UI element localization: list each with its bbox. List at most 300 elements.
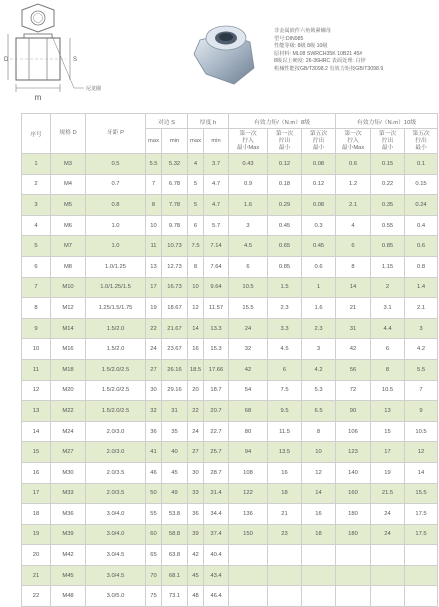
table-cell: 28.7 bbox=[204, 462, 229, 483]
table-row bbox=[22, 154, 438, 175]
table-cell: M7 bbox=[51, 236, 86, 257]
table-cell: 63.8 bbox=[162, 545, 188, 566]
table-cell: 6 bbox=[336, 236, 371, 257]
table-cell: 10.5 bbox=[405, 421, 438, 442]
table-cell: 24 bbox=[371, 524, 405, 545]
table-cell: M14 bbox=[51, 318, 86, 339]
table-cell: 70 bbox=[146, 565, 162, 586]
table-cell: 40 bbox=[162, 442, 188, 463]
table-cell: 3 bbox=[22, 195, 51, 216]
table-row bbox=[22, 586, 438, 607]
table-cell: 123 bbox=[336, 442, 371, 463]
table-cell: 1.0 bbox=[86, 215, 146, 236]
table-cell bbox=[229, 545, 268, 566]
table-cell: 4.2 bbox=[302, 359, 336, 380]
table-cell: 0.45 bbox=[302, 236, 336, 257]
table-cell: 4.2 bbox=[405, 339, 438, 360]
table-cell bbox=[405, 565, 438, 586]
table-cell: 6.5 bbox=[302, 401, 336, 422]
table-cell: 3 bbox=[229, 215, 268, 236]
table-cell: 4 bbox=[22, 215, 51, 236]
table-cell bbox=[371, 565, 405, 586]
table-cell: M22 bbox=[51, 401, 86, 422]
table-row bbox=[22, 339, 438, 360]
table-cell: 48 bbox=[188, 586, 204, 607]
table-cell: 3 bbox=[405, 318, 438, 339]
table-cell: 22 bbox=[188, 401, 204, 422]
header-pitch: 牙距 P bbox=[86, 114, 146, 154]
table-row bbox=[22, 380, 438, 401]
table-cell: 1.5 bbox=[268, 277, 302, 298]
table-cell: 14 bbox=[22, 421, 51, 442]
table-cell: 3.0/4.5 bbox=[86, 545, 146, 566]
table-cell: 106 bbox=[336, 421, 371, 442]
table-cell: 13.3 bbox=[204, 318, 229, 339]
table-cell: 6.78 bbox=[162, 174, 188, 195]
table-cell: 75 bbox=[146, 586, 162, 607]
table-cell: 18.7 bbox=[204, 380, 229, 401]
table-row bbox=[22, 318, 438, 339]
table-cell: 36 bbox=[146, 421, 162, 442]
header-10-first-off: 第一次 拧出 最小 bbox=[371, 129, 405, 154]
table-cell: 14 bbox=[302, 483, 336, 504]
table-cell: 4 bbox=[188, 154, 204, 175]
table-cell: 1.6 bbox=[302, 298, 336, 319]
table-cell: 7.5 bbox=[268, 380, 302, 401]
table-row bbox=[22, 504, 438, 525]
header-8-fifth-off: 第五次 拧出 最小 bbox=[302, 129, 336, 154]
table-cell: 4 bbox=[336, 215, 371, 236]
table-cell: 0.85 bbox=[268, 256, 302, 277]
table-cell: 0.45 bbox=[268, 215, 302, 236]
table-row bbox=[22, 215, 438, 236]
table-cell: 0.15 bbox=[371, 154, 405, 175]
table-cell: 0.24 bbox=[405, 195, 438, 216]
table-cell: 1.15 bbox=[371, 256, 405, 277]
table-cell: 11.57 bbox=[204, 298, 229, 319]
table-cell: 2 bbox=[22, 174, 51, 195]
table-cell: 43.4 bbox=[204, 565, 229, 586]
table-cell: 0.5 bbox=[86, 154, 146, 175]
table-cell: 17 bbox=[22, 483, 51, 504]
dim-d-label: D bbox=[4, 57, 9, 63]
table-cell: 18.67 bbox=[162, 298, 188, 319]
table-cell: 34.4 bbox=[204, 504, 229, 525]
table-cell: 14 bbox=[188, 318, 204, 339]
table-cell: 8 bbox=[336, 256, 371, 277]
table-cell bbox=[336, 565, 371, 586]
table-cell: 13 bbox=[22, 401, 51, 422]
table-cell: 5.7 bbox=[204, 215, 229, 236]
table-cell: 1.5/2.0 bbox=[86, 318, 146, 339]
table-cell: 24 bbox=[146, 339, 162, 360]
table-cell: 42 bbox=[229, 359, 268, 380]
table-cell: 8 bbox=[22, 298, 51, 319]
table-cell: 2.0/3.5 bbox=[86, 483, 146, 504]
table-cell: 5.5 bbox=[405, 359, 438, 380]
table-cell: 12 bbox=[188, 298, 204, 319]
table-cell: 13 bbox=[371, 401, 405, 422]
table-cell: 0.08 bbox=[302, 195, 336, 216]
table-cell: 22.7 bbox=[204, 421, 229, 442]
spec-line: 机械性能按GB/T3098.2 有效力矩按GB/T3098.9 bbox=[274, 65, 384, 72]
table-cell: 19 bbox=[22, 524, 51, 545]
table-cell: 17.5 bbox=[405, 504, 438, 525]
table-cell: 0.12 bbox=[268, 154, 302, 175]
table-cell: 7.64 bbox=[204, 256, 229, 277]
table-cell: 2.1 bbox=[405, 298, 438, 319]
table-cell: 180 bbox=[336, 524, 371, 545]
table-cell: 12 bbox=[405, 442, 438, 463]
table-cell bbox=[371, 586, 405, 607]
table-cell: 1.2 bbox=[336, 174, 371, 195]
header-no: 序号 bbox=[22, 114, 51, 154]
table-cell: 5 bbox=[22, 236, 51, 257]
table-cell: M10 bbox=[51, 277, 86, 298]
table-row bbox=[22, 442, 438, 463]
table-row bbox=[22, 545, 438, 566]
table-cell: 2.3 bbox=[302, 318, 336, 339]
table-cell: M33 bbox=[51, 483, 86, 504]
table-cell: 1 bbox=[22, 154, 51, 175]
table-cell: 18 bbox=[302, 524, 336, 545]
table-cell: 0.8 bbox=[405, 256, 438, 277]
table-row bbox=[22, 174, 438, 195]
table-cell: 4.7 bbox=[204, 174, 229, 195]
table-cell bbox=[405, 545, 438, 566]
table-cell: 3.1 bbox=[371, 298, 405, 319]
table-cell: 16 bbox=[302, 504, 336, 525]
spec-line: 原材料: ML08 SWRCH35K 10B21 45# bbox=[274, 50, 363, 57]
table-row bbox=[22, 421, 438, 442]
table-cell: M3 bbox=[51, 154, 86, 175]
table-cell: 140 bbox=[336, 462, 371, 483]
table-cell: 6 bbox=[371, 339, 405, 360]
table-cell: 7.78 bbox=[162, 195, 188, 216]
product-spec-block bbox=[274, 28, 436, 74]
table-cell: 150 bbox=[229, 524, 268, 545]
table-cell: 36 bbox=[188, 504, 204, 525]
table-cell: 5 bbox=[188, 195, 204, 216]
table-cell: 13 bbox=[146, 256, 162, 277]
table-cell: 0.55 bbox=[371, 215, 405, 236]
table-cell: M36 bbox=[51, 504, 86, 525]
table-cell: 1.5/2.0/2.5 bbox=[86, 359, 146, 380]
table-cell: 29.16 bbox=[162, 380, 188, 401]
table-cell: 19 bbox=[371, 462, 405, 483]
table-cell bbox=[268, 565, 302, 586]
table-cell: 6 bbox=[268, 359, 302, 380]
table-cell: 14 bbox=[336, 277, 371, 298]
table-cell: 1.0/1.25 bbox=[86, 256, 146, 277]
table-cell: 18 bbox=[22, 504, 51, 525]
table-cell: M18 bbox=[51, 359, 86, 380]
table-cell: M30 bbox=[51, 462, 86, 483]
table-cell: 24 bbox=[229, 318, 268, 339]
table-cell bbox=[229, 586, 268, 607]
table-cell: 27 bbox=[146, 359, 162, 380]
table-cell: 31.4 bbox=[204, 483, 229, 504]
table-cell: 45 bbox=[162, 462, 188, 483]
table-cell bbox=[268, 545, 302, 566]
table-cell: 80 bbox=[229, 421, 268, 442]
table-cell: 46 bbox=[146, 462, 162, 483]
table-cell: 32 bbox=[146, 401, 162, 422]
table-cell: 32 bbox=[229, 339, 268, 360]
table-cell: M16 bbox=[51, 339, 86, 360]
table-cell: 22 bbox=[22, 586, 51, 607]
dim-s-label: S bbox=[73, 57, 78, 63]
table-cell: 1.6 bbox=[229, 195, 268, 216]
table-cell bbox=[336, 586, 371, 607]
table-cell: M39 bbox=[51, 524, 86, 545]
table-cell: 0.7 bbox=[86, 174, 146, 195]
table-row bbox=[22, 524, 438, 545]
table-cell: 108 bbox=[229, 462, 268, 483]
table-cell: 3.0/5.0 bbox=[86, 586, 146, 607]
header-s-max: max bbox=[146, 129, 162, 154]
table-cell: 9.5 bbox=[268, 401, 302, 422]
table-cell: 11 bbox=[22, 359, 51, 380]
table-cell: 0.6 bbox=[302, 256, 336, 277]
table-cell: 18 bbox=[268, 483, 302, 504]
table-cell: M45 bbox=[51, 565, 86, 586]
table-cell: 8 bbox=[371, 359, 405, 380]
table-cell: 0.65 bbox=[268, 236, 302, 257]
table-cell: 41 bbox=[146, 442, 162, 463]
table-cell: 15.3 bbox=[204, 339, 229, 360]
table-cell bbox=[302, 545, 336, 566]
table-row bbox=[22, 195, 438, 216]
table-cell: 73.1 bbox=[162, 586, 188, 607]
table-cell: 0.22 bbox=[371, 174, 405, 195]
table-row bbox=[22, 298, 438, 319]
table-cell: M24 bbox=[51, 421, 86, 442]
table-cell: 15 bbox=[22, 442, 51, 463]
table-cell: 50 bbox=[146, 483, 162, 504]
table-cell bbox=[405, 586, 438, 607]
table-cell: 0.43 bbox=[229, 154, 268, 175]
header-h-max: max bbox=[188, 129, 204, 154]
table-cell: 0.29 bbox=[268, 195, 302, 216]
table-cell: 30 bbox=[188, 462, 204, 483]
table-cell: 53.8 bbox=[162, 504, 188, 525]
table-cell: 25.7 bbox=[204, 442, 229, 463]
table-row bbox=[22, 236, 438, 257]
table-cell: 3.0/4.0 bbox=[86, 524, 146, 545]
table-cell: 10 bbox=[22, 339, 51, 360]
table-cell: 21.5 bbox=[371, 483, 405, 504]
table-cell: 0.08 bbox=[302, 154, 336, 175]
table-cell: 1.0 bbox=[86, 236, 146, 257]
table-row bbox=[22, 277, 438, 298]
table-cell: 2.0/3.0 bbox=[86, 442, 146, 463]
table-cell: 3.3 bbox=[268, 318, 302, 339]
table-cell: 9 bbox=[405, 401, 438, 422]
table-cell: M48 bbox=[51, 586, 86, 607]
table-cell: 4.4 bbox=[371, 318, 405, 339]
table-cell: 10.5 bbox=[229, 277, 268, 298]
table-cell: 4.5 bbox=[229, 236, 268, 257]
table-cell: 45 bbox=[188, 565, 204, 586]
table-row bbox=[22, 565, 438, 586]
table-cell: 15.5 bbox=[405, 483, 438, 504]
table-cell: 6 bbox=[229, 256, 268, 277]
spec-line: 8级以上硬度: 26-36HRC 表面处理: 白锌 bbox=[274, 58, 366, 65]
table-cell: M8 bbox=[51, 256, 86, 277]
table-cell: 17 bbox=[371, 442, 405, 463]
table-cell: 31 bbox=[336, 318, 371, 339]
table-cell: 10 bbox=[146, 215, 162, 236]
table-cell: 19 bbox=[146, 298, 162, 319]
table-cell: 8 bbox=[188, 256, 204, 277]
table-cell: 8 bbox=[302, 421, 336, 442]
table-cell: 21.67 bbox=[162, 318, 188, 339]
table-cell: 21 bbox=[268, 504, 302, 525]
table-cell: 160 bbox=[336, 483, 371, 504]
table-cell: M12 bbox=[51, 298, 86, 319]
dim-m-label: m bbox=[34, 93, 42, 102]
table-cell: 33 bbox=[188, 483, 204, 504]
table-cell: 20 bbox=[22, 545, 51, 566]
table-cell: M42 bbox=[51, 545, 86, 566]
table-cell: 11 bbox=[146, 236, 162, 257]
table-cell: M6 bbox=[51, 215, 86, 236]
table-cell: 17.5 bbox=[405, 524, 438, 545]
table-cell: 72 bbox=[336, 380, 371, 401]
table-cell: 9 bbox=[22, 318, 51, 339]
header-s-min: min bbox=[162, 129, 188, 154]
table-cell: 40.4 bbox=[204, 545, 229, 566]
table-cell: 2.3 bbox=[268, 298, 302, 319]
table-cell bbox=[229, 565, 268, 586]
table-cell: 54 bbox=[229, 380, 268, 401]
table-cell: 7 bbox=[146, 174, 162, 195]
table-cell: 16 bbox=[188, 339, 204, 360]
table-cell: 18.5 bbox=[188, 359, 204, 380]
table-cell: 3.0/4.0 bbox=[86, 504, 146, 525]
table-row bbox=[22, 401, 438, 422]
table-cell: M5 bbox=[51, 195, 86, 216]
table-cell: 49 bbox=[162, 483, 188, 504]
table-cell bbox=[371, 545, 405, 566]
table-cell: 42 bbox=[188, 545, 204, 566]
table-cell: 14 bbox=[405, 462, 438, 483]
table-cell bbox=[268, 586, 302, 607]
table-cell: M20 bbox=[51, 380, 86, 401]
table-cell: 21 bbox=[22, 565, 51, 586]
table-cell: 94 bbox=[229, 442, 268, 463]
header-s: 对边 S bbox=[146, 114, 188, 129]
table-cell: 0.3 bbox=[302, 215, 336, 236]
table-cell: 24 bbox=[371, 504, 405, 525]
table-cell: 7 bbox=[22, 277, 51, 298]
table-cell: 46.4 bbox=[204, 586, 229, 607]
table-cell: 5.5 bbox=[146, 154, 162, 175]
table-cell: 17.66 bbox=[204, 359, 229, 380]
table-cell: 0.12 bbox=[302, 174, 336, 195]
table-cell: 58.8 bbox=[162, 524, 188, 545]
table-cell: 0.6 bbox=[336, 154, 371, 175]
table-cell: 23 bbox=[268, 524, 302, 545]
table-cell: 5 bbox=[188, 174, 204, 195]
table-cell: 11.5 bbox=[268, 421, 302, 442]
table-cell: M27 bbox=[51, 442, 86, 463]
table-row bbox=[22, 483, 438, 504]
table-cell: 60 bbox=[146, 524, 162, 545]
table-cell: 31 bbox=[162, 401, 188, 422]
header-spec: 规格 D bbox=[51, 114, 86, 154]
table-cell: 27 bbox=[188, 442, 204, 463]
table-cell: 0.9 bbox=[229, 174, 268, 195]
table-cell bbox=[336, 545, 371, 566]
table-cell: 12 bbox=[22, 380, 51, 401]
table-cell: 3.7 bbox=[204, 154, 229, 175]
header-10-fifth-off: 第五次 拧出 最小 bbox=[405, 129, 438, 154]
table-cell: 0.6 bbox=[405, 236, 438, 257]
table-cell: 4.7 bbox=[204, 195, 229, 216]
table-cell: 1.5/2.0 bbox=[86, 339, 146, 360]
table-cell: 16 bbox=[268, 462, 302, 483]
table-cell: 10.5 bbox=[371, 380, 405, 401]
table-cell: 2.0/3.5 bbox=[86, 462, 146, 483]
table-row bbox=[22, 359, 438, 380]
table-cell: 35 bbox=[162, 421, 188, 442]
table-cell: 0.85 bbox=[371, 236, 405, 257]
table-cell: 8 bbox=[146, 195, 162, 216]
table-cell: 0.35 bbox=[371, 195, 405, 216]
table-cell: 90 bbox=[336, 401, 371, 422]
header-8-first-on: 第一次 拧入 最小Max bbox=[229, 129, 268, 154]
table-cell: 1.0/1.25/1.5 bbox=[86, 277, 146, 298]
table-cell: 24 bbox=[188, 421, 204, 442]
table-cell: 5.3 bbox=[302, 380, 336, 401]
nut-technical-drawing bbox=[4, 4, 144, 108]
table-cell: M4 bbox=[51, 174, 86, 195]
header-torque-8: 有效力矩/（N.m）8级 bbox=[229, 114, 336, 129]
table-cell: 68 bbox=[229, 401, 268, 422]
table-cell: 30 bbox=[146, 380, 162, 401]
table-cell: 4.5 bbox=[268, 339, 302, 360]
table-cell: 2.0/3.0 bbox=[86, 421, 146, 442]
table-cell: 10 bbox=[188, 277, 204, 298]
table-cell: 20 bbox=[188, 380, 204, 401]
table-cell: 0.4 bbox=[405, 215, 438, 236]
table-cell: 23.67 bbox=[162, 339, 188, 360]
table-cell: 2.1 bbox=[336, 195, 371, 216]
table-cell: 21 bbox=[336, 298, 371, 319]
table-cell: 12.73 bbox=[162, 256, 188, 277]
table-row bbox=[22, 462, 438, 483]
table-cell: 136 bbox=[229, 504, 268, 525]
table-cell: 0.8 bbox=[86, 195, 146, 216]
nylon-ring-label: 尼龙圈 bbox=[86, 86, 102, 92]
table-cell: 17 bbox=[146, 277, 162, 298]
header-torque-10: 有效力矩/（N.m）10级 bbox=[336, 114, 438, 129]
table-cell: 22 bbox=[146, 318, 162, 339]
table-cell: 1.5/2.0/2.5 bbox=[86, 401, 146, 422]
table-cell: 2 bbox=[371, 277, 405, 298]
table-cell: 55 bbox=[146, 504, 162, 525]
table-cell: 7.5 bbox=[188, 236, 204, 257]
table-cell: 1.5/2.0/2.5 bbox=[86, 380, 146, 401]
table-cell: 0.1 bbox=[405, 154, 438, 175]
table-cell: 1.4 bbox=[405, 277, 438, 298]
table-cell: 15.5 bbox=[229, 298, 268, 319]
dimension-table bbox=[21, 113, 438, 607]
table-cell: 42 bbox=[336, 339, 371, 360]
table-cell: 0.18 bbox=[268, 174, 302, 195]
